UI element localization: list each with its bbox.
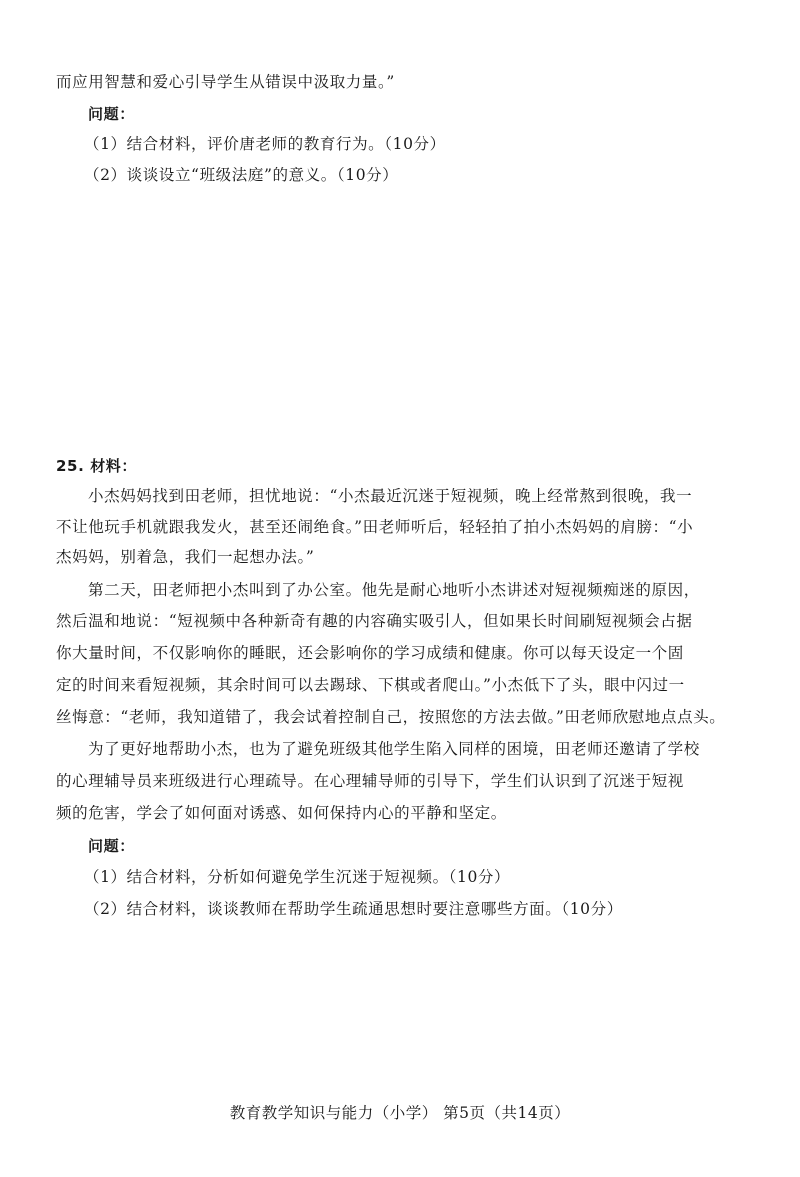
- q25-heading: 25. 材料：: [56, 457, 137, 475]
- prev-questions-heading: 问题：: [88, 105, 135, 123]
- q25-material-line: 的心理辅导员来班级进行心理疏导。在心理辅导师的引导下，学生们认识到了沉迷于短视: [56, 772, 684, 790]
- q25-material-line: 不让他玩手机就跟我发火，甚至还闹绝食。”田老师听后，轻轻拍了拍小杰妈妈的肩膀：“小: [56, 518, 694, 536]
- q25-material-line: 然后温和地说：“短视频中各种新奇有趣的内容确实吸引人，但如果长时间刷短视频会占据: [56, 612, 693, 630]
- q25-material-line: 定的时间来看短视频，其余时间可以去踢球、下棋或者爬山。”小杰低下了头，眼中闪过一: [56, 676, 685, 694]
- q25-material-line: 小杰妈妈找到田老师，担忧地说：“小杰最近沉迷于短视频，晚上经常熬到很晚，我一: [88, 487, 693, 505]
- q25-questions-heading: 问题：: [88, 837, 135, 855]
- prev-question-1: （1）结合材料，评价唐老师的教育行为。（10分）: [84, 135, 446, 153]
- q25-material-line: 第二天，田老师把小杰叫到了办公室。他先是耐心地听小杰讲述对短视频痴迷的原因，: [88, 581, 700, 599]
- q25-material-line: 为了更好地帮助小杰，也为了避免班级其他学生陷入同样的困境，田老师还邀请了学校: [88, 740, 700, 758]
- q25-material-line: 频的危害，学会了如何面对诱惑、如何保持内心的平静和坚定。: [56, 804, 507, 822]
- q25-question-2: （2）结合材料，谈谈教师在帮助学生疏通思想时要注意哪些方面。（10分）: [84, 900, 623, 918]
- q25-material-line: 杰妈妈，别着急，我们一起想办法。”: [56, 548, 315, 566]
- q25-material-line: 丝悔意：“老师，我知道错了，我会试着控制自己，按照您的方法去做。”田老师欣慰地点点头。: [56, 708, 726, 726]
- page-footer: 教育教学知识与能力（小学） 第5页（共14页）: [229, 1104, 571, 1122]
- prev-material-end: 而应用智慧和爱心引导学生从错误中汲取力量。”: [56, 73, 395, 91]
- prev-question-2: （2）谈谈设立“班级法庭”的意义。（10分）: [84, 166, 399, 184]
- q25-material-line: 你大量时间，不仅影响你的睡眠，还会影响你的学习成绩和健康。你可以每天设定一个固: [56, 644, 684, 662]
- q25-question-1: （1）结合材料，分析如何避免学生沉迷于短视频。（10分）: [84, 868, 511, 886]
